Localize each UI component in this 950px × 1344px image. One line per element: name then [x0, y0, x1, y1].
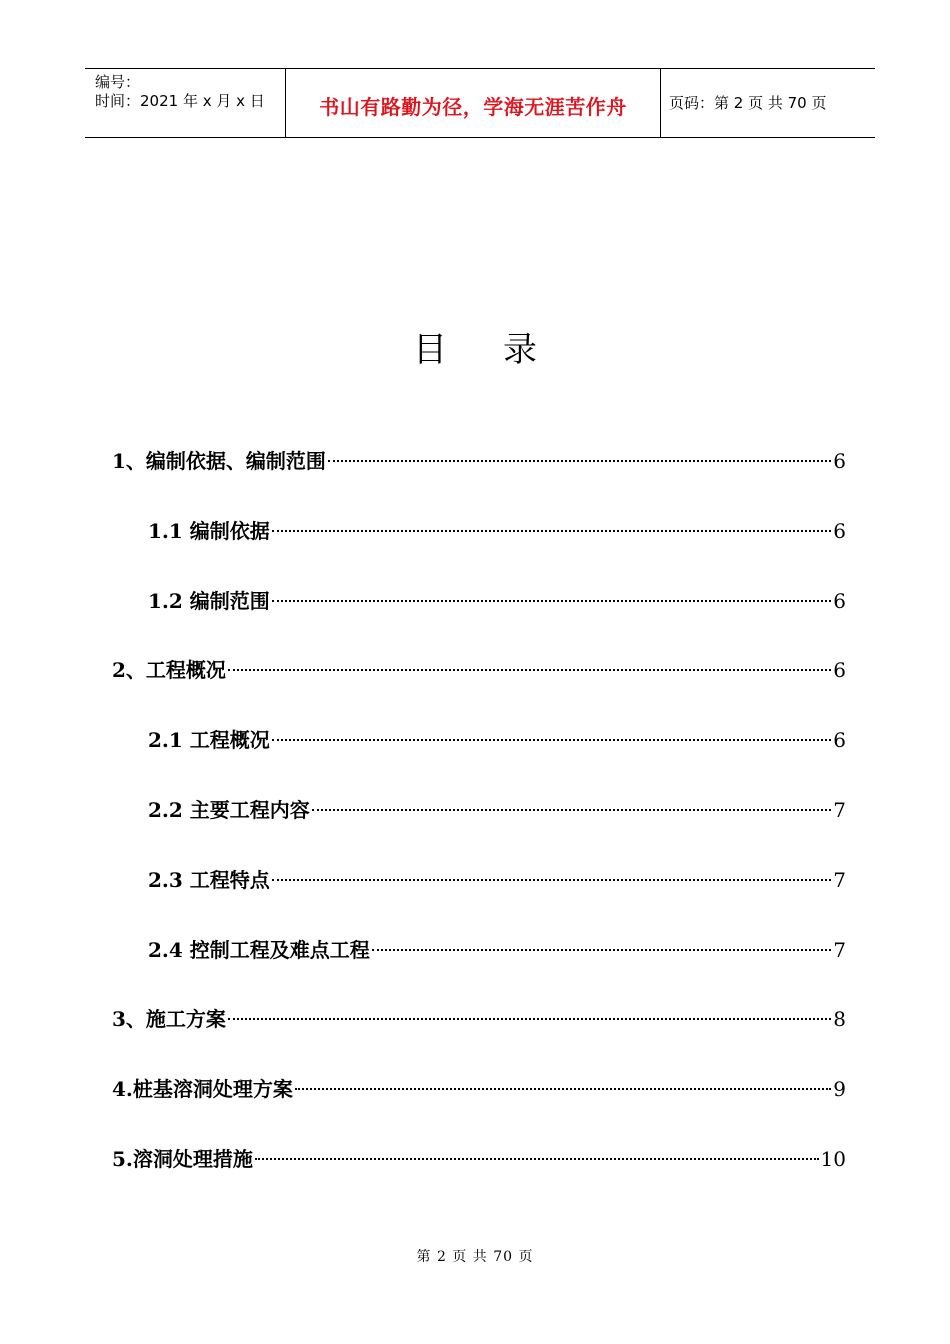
toc-dot-leader	[228, 1018, 831, 1020]
toc-dot-leader	[328, 460, 831, 462]
toc-entry-label: 2、工程概况	[112, 658, 226, 682]
toc-entry[interactable]	[112, 447, 846, 475]
toc-dot-leader	[272, 600, 832, 602]
toc-entry-label: 4.桩基溶洞处理方案	[112, 1077, 293, 1101]
page-footer: 第 2 页 共 70 页	[416, 1249, 534, 1265]
toc-dot-leader	[295, 1088, 831, 1090]
toc-dot-leader	[272, 879, 832, 881]
toc-dot-leader	[272, 530, 832, 532]
toc-entry-page: 8	[833, 1007, 846, 1031]
toc-title: 目录	[413, 330, 593, 370]
header-motto: 书山有路勤为径，学海无涯苦作舟	[319, 95, 627, 119]
toc-entry-page: 9	[833, 1077, 846, 1101]
toc-entry[interactable]	[112, 656, 846, 684]
toc-entry-label: 1.1 编制依据	[148, 519, 270, 543]
toc-entry[interactable]	[148, 726, 846, 754]
toc-entry-page: 7	[833, 868, 846, 892]
toc-entry[interactable]	[148, 517, 846, 545]
header-page-info: 页码：第 2 页 共 70 页	[669, 94, 827, 112]
toc-entry[interactable]	[112, 1005, 846, 1033]
toc-entry-page: 6	[833, 728, 846, 752]
toc-entry-page: 6	[833, 449, 846, 473]
toc-entry[interactable]	[148, 587, 846, 615]
toc-entry-label: 3、施工方案	[112, 1007, 226, 1031]
document-id-label: 编号：	[95, 73, 141, 91]
toc-dot-leader	[228, 669, 831, 671]
toc-entry-page: 6	[833, 658, 846, 682]
toc-entry[interactable]	[148, 866, 846, 894]
toc-entry[interactable]	[148, 796, 846, 824]
toc-dot-leader	[272, 739, 832, 741]
toc-entry[interactable]	[112, 1145, 846, 1173]
toc-entry-page: 6	[833, 519, 846, 543]
toc-entry-label: 2.4 控制工程及难点工程	[148, 938, 370, 962]
toc-entry-label: 1、编制依据、编制范围	[112, 449, 326, 473]
toc-entry-label: 5.溶洞处理措施	[112, 1147, 253, 1171]
toc-entry[interactable]	[112, 1075, 846, 1103]
toc-entry-page: 7	[833, 798, 846, 822]
toc-entry-label: 2.1 工程概况	[148, 728, 270, 752]
toc-entry-label: 2.2 主要工程内容	[148, 798, 310, 822]
toc-entry-label: 2.3 工程特点	[148, 868, 270, 892]
toc-dot-leader	[372, 949, 832, 951]
toc-dot-leader	[255, 1158, 819, 1160]
toc-entry-page: 6	[833, 589, 846, 613]
toc-entry[interactable]	[148, 936, 846, 964]
toc-entry-page: 7	[833, 938, 846, 962]
toc-entry-label: 1.2 编制范围	[148, 589, 270, 613]
toc-entry-page: 10	[820, 1147, 846, 1171]
document-date-label: 时间：2021 年 x 月 x 日	[95, 92, 265, 110]
toc-dot-leader	[312, 809, 832, 811]
